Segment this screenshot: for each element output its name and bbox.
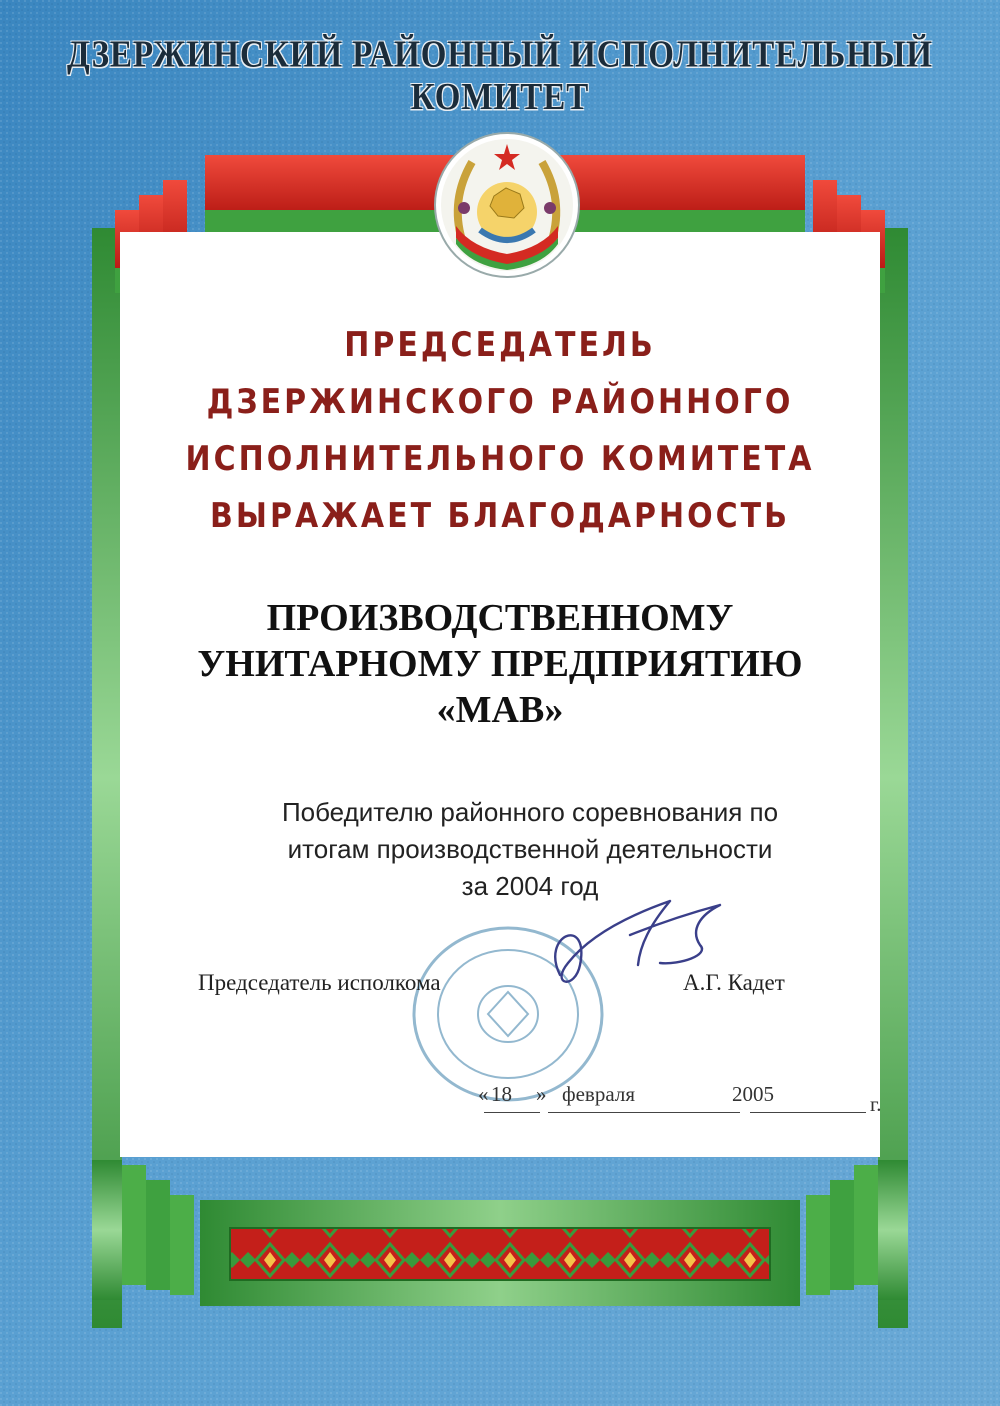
date-open-quote: «	[478, 1082, 489, 1106]
recipient-line-1: ПРОИЗВОДСТВЕННОМУ	[266, 597, 734, 639]
issuer-title: ДЗЕРЖИНСКИЙ РАЙОННЫЙ ИСПОЛНИТЕЛЬНЫЙ КОМИТЕТ	[67, 34, 933, 119]
date-suffix: г.	[870, 1092, 882, 1116]
reason-line-3: за 2004 год	[461, 871, 599, 901]
date-month: февраля	[562, 1082, 635, 1106]
heading-line-3: ИСПОЛНИТЕЛЬНОГО КОМИТЕТА	[185, 439, 815, 480]
date-year: 2005	[732, 1082, 774, 1106]
date-year-underline	[750, 1112, 866, 1113]
recipient-line-2: УНИТАРНОМУ ПРЕДПРИЯТИЮ	[197, 643, 803, 685]
reason-line-1: Победителю районного соревнования по	[281, 797, 779, 827]
date-month-underline	[548, 1112, 740, 1113]
reason-line-2: итогам производственной деятельности	[287, 834, 773, 864]
date-day-underline	[484, 1112, 540, 1113]
heading-line-2: ДЗЕРЖИНСКОГО РАЙОННОГО	[206, 382, 794, 423]
signatory-name: А.Г. Кадет	[683, 970, 785, 995]
heading-line-4: ВЫРАЖАЕТ БЛАГОДАРНОСТЬ	[210, 496, 790, 537]
heading-line-1: ПРЕДСЕДАТЕЛЬ	[344, 325, 656, 366]
date-close-quote: »	[536, 1082, 547, 1106]
belarus-coat-of-arms-icon	[432, 130, 582, 280]
signatory-position: Председатель исполкома	[198, 970, 441, 995]
recipient-line-3: «МАВ»	[436, 689, 564, 731]
date-day: 18	[491, 1082, 512, 1106]
